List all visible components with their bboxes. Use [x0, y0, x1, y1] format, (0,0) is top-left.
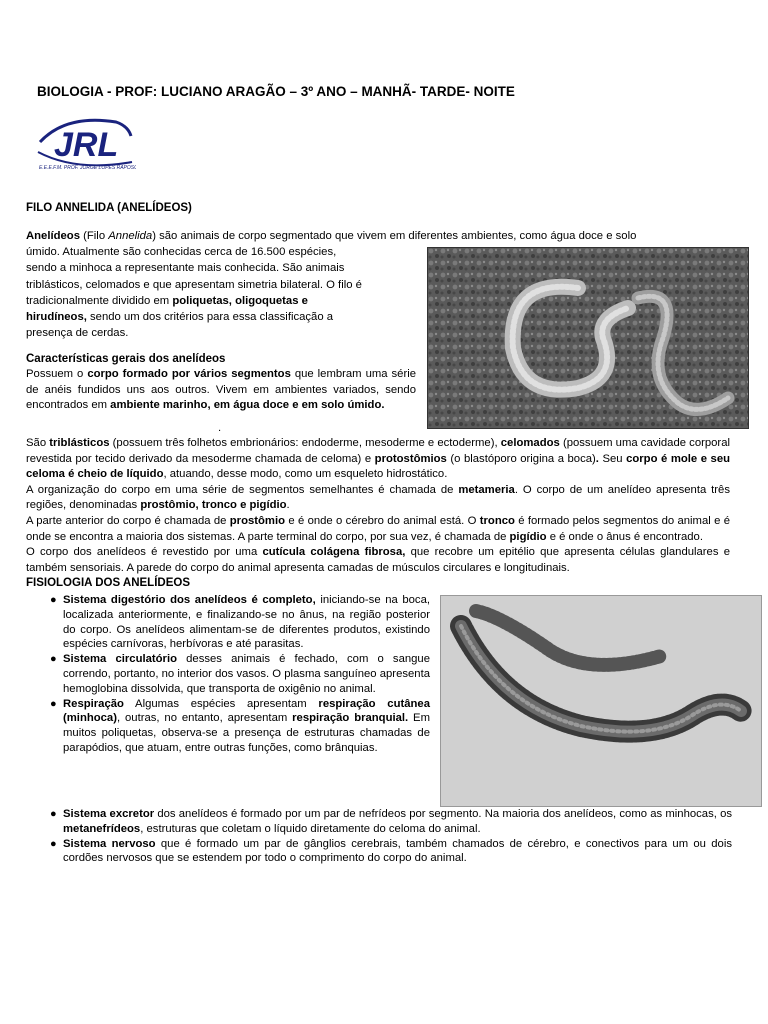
stray-period: .	[218, 422, 222, 434]
paragraph-prostomio: A parte anterior do corpo é chamada de prostômio e é onde o cérebro do animal está. O tronco é formado pelos segmentos do animal e é onde se encontra a maioria dos sistemas. A parte terminal do corpo, por sua vez, é chamada de pigídio e é onde o ânus é encontrado.	[26, 514, 730, 543]
intro-line-2: úmido. Atualmente são conhecidas cerca de 16.500 espécies,	[26, 246, 337, 259]
bullet-nervoso: ● Sistema nervoso que é formado um par de gânglios cerebrais, também chamados de cérebro, e conectivos para um ou dois cordões nervosos que se estendem por todo o comprimento do corpo do animal.	[50, 837, 732, 865]
bullet-respiracao: ● Respiração Algumas espécies apresentam respiração cutânea (minhoca), outras, no entanto, apresentam respiração branquial. Em muitos poliquetas, observa-se a presença de estruturas chamadas de parapódios, que atuam, entre outras funções, como brânquias.	[50, 697, 431, 754]
intro-line-5: tradicionalmente dividido em poliquetas, oligoquetas e	[26, 294, 308, 307]
paragraph-cuticula: O corpo dos anelídeos é revestido por uma cutícula colágena fibrosa, que recobre um epitélio que apresenta células glandulares e também sensoriais. A parede do corpo do animal apresenta camadas de músculos circulares e longitudinais.	[26, 546, 730, 574]
bullet-list-wide	[50, 807, 732, 866]
paragraph-metameria: A organização do corpo em uma série de segmentos semelhantes é chamada de metameria. O corpo de um anelídeo apresenta três regiões, denominadas prostômio, tronco e pigídio.	[26, 483, 730, 512]
bullet-dot: ●	[50, 594, 57, 606]
caracteristicas-paragraph: Possuem o corpo formado por vários segmentos que lembram uma série de anéis fundidos uns aos outros. Vivem em ambientes variados, sendo encontrados em ambiente marinho, em água doce e em solo úmido.	[26, 368, 416, 412]
intro-line-7: presença de cerdas.	[26, 327, 129, 340]
bullet-dot: ●	[50, 697, 57, 710]
section-title-annelida: FILO ANNELIDA (ANELÍDEOS)	[26, 202, 192, 214]
intro-line-1: Anelídeos (Filo Annelida) são animais de corpo segmentado que vivem em diferentes ambientes, como água doce e solo	[26, 230, 637, 242]
bullet-dot: ●	[50, 837, 57, 850]
bullet-excretor: ● Sistema excretor dos anelídeos é formado por um par de nefrídeos por segmento. Na maioria dos anelídeos, como as minhocas, os metanefrídeos, estruturas que coletam o líquido diretamente do celoma do animal.	[50, 808, 732, 835]
bullet-dot: ●	[50, 653, 57, 666]
intro-line-3: sendo a minhoca a representante mais conhecida. São animais	[26, 262, 345, 275]
section-title-fisiologia: FISIOLOGIA DOS ANELÍDEOS	[26, 577, 190, 589]
page-title: BIOLOGIA - PROF: LUCIANO ARAGÃO – 3º ANO – MANHÃ- TARDE- NOITE	[37, 84, 515, 99]
paragraph-triblasticos: São triblásticos (possuem três folhetos embrionários: endoderme, mesoderme e ectoderme), celomados (possuem uma cavidade corporal revestida por tecido derivado da mesoderme chamada de celoma) e protostômios (o blastóporo origina a boca). Seu corpo é mole e seu celoma é cheio de líquido, atuando, desse modo, como um esqueleto hidrostático.	[26, 437, 730, 481]
earthworm-photo	[427, 247, 749, 429]
bullet-digestorio: ● Sistema digestório dos anelídeos é completo, iniciando-se na boca, localizada anteriormente, e finalizando-se no ânus, na região posterior do corpo. Os anelídeos alimentam-se de diferentes produtos, existindo espécies carnívoras, herbívoras e até parasitas.	[50, 594, 430, 651]
school-logo	[36, 112, 136, 178]
polychaete-photo	[440, 595, 762, 807]
body-paragraphs	[26, 436, 730, 576]
section-title-caracteristicas: Características gerais dos anelídeos	[26, 353, 226, 365]
intro-line-6: hirudíneos, sendo um dos critérios para essa classificação a	[26, 311, 334, 324]
logo-school-name: E.E.E.F.M. PROF. JORGE LOPES RAPOSO	[39, 165, 136, 171]
intro-line-4: triblásticos, celomados e que apresentam simetria bilateral. O filo é	[26, 278, 362, 291]
bullet-list-narrow	[50, 593, 430, 756]
bullet-dot: ●	[50, 808, 57, 820]
logo-letters: JRL	[54, 126, 119, 164]
bullet-circulatorio: ● Sistema circulatório desses animais é fechado, com o sangue correndo, portanto, no interior dos vasos. O plasma sanguíneo apresenta hemoglobina dissolvida, que transporta de oxigênio no animal.	[50, 653, 430, 695]
